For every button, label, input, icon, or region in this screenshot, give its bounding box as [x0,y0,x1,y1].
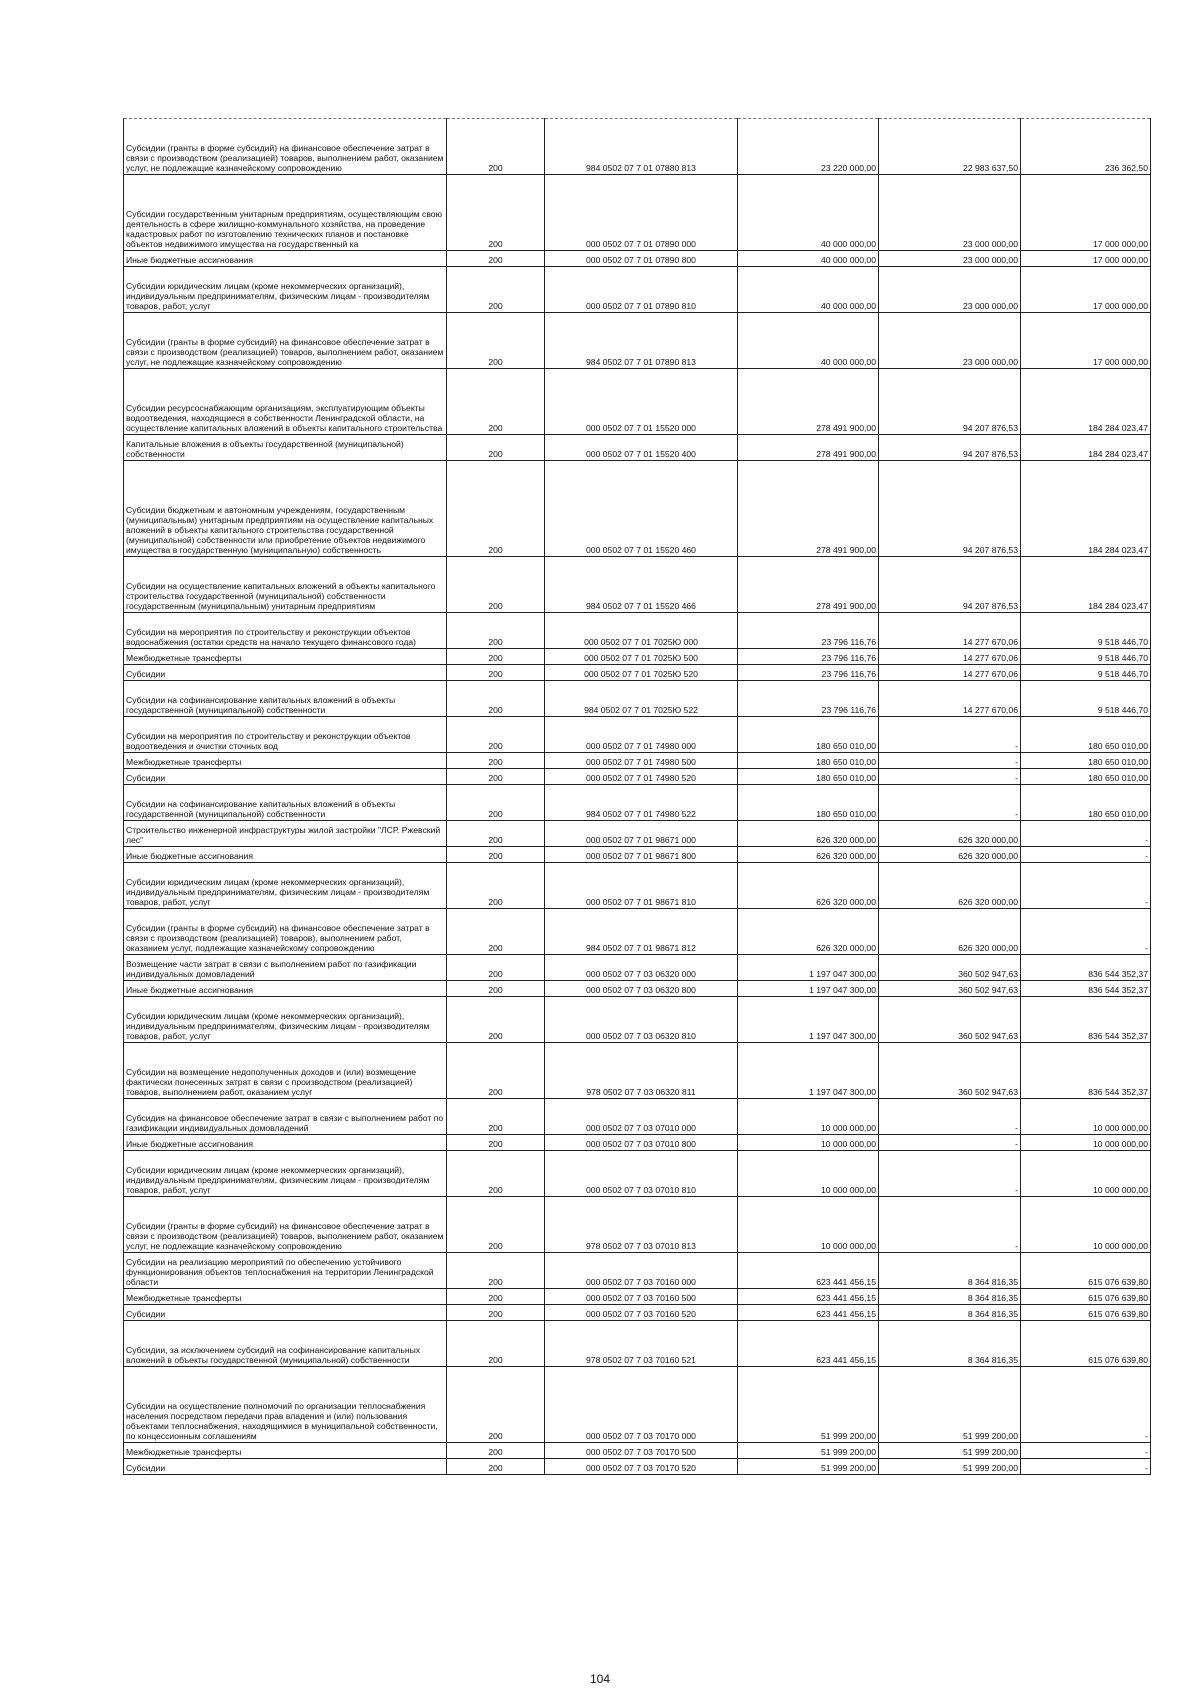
row-unexecuted-amount: 180 650 010,00 [1021,785,1151,821]
row-unexecuted-amount: 10 000 000,00 [1021,1151,1151,1197]
row-name: Субсидии на осуществление полномочий по организации теплоснабжения населения посредством передачи прав владения и (или) пользования объектами теплоснабжения, находящимися в муниципальной собственности, по концессионным соглашениям [124,1367,447,1443]
row-budget-classification: 000 0502 07 7 01 98671 800 [545,847,738,863]
row-name: Капитальные вложения в объекты государственной (муниципальной) собственности [124,435,447,461]
row-executed-amount: 94 207 876,53 [879,557,1021,613]
row-approved-amount: 626 320 000,00 [738,909,879,955]
row-budget-classification: 000 0502 07 7 01 15520 400 [545,435,738,461]
row-name: Субсидии государственным унитарным предприятиям, осуществляющим свою деятельность в сфере жилищно-коммунального хозяйства, на проведение кадастровых работ по изготовлению технических планов и постановке объектов недвижимого имущества на государственный ка [124,175,447,251]
row-unexecuted-amount: 836 544 352,37 [1021,981,1151,997]
row-executed-amount: 51 999 200,00 [879,1367,1021,1443]
row-name: Субсидии юридическим лицам (кроме некоммерческих организаций), индивидуальным предпринимателям, физическим лицам - производителям товаров, работ, услуг [124,267,447,313]
row-line-code: 200 [447,681,545,717]
row-line-code: 200 [447,649,545,665]
row-budget-classification: 000 0502 07 7 01 7025Ю 000 [545,613,738,649]
row-budget-classification: 984 0502 07 7 01 7025Ю 522 [545,681,738,717]
row-executed-amount: 360 502 947,63 [879,1043,1021,1099]
row-budget-classification: 000 0502 07 7 03 07010 810 [545,1151,738,1197]
row-name: Субсидии [124,1305,447,1321]
row-name: Строительство инженерной инфраструктуры жилой застройки "ЛСР. Ржевский лес" [124,821,447,847]
row-line-code: 200 [447,1321,545,1367]
row-unexecuted-amount: 17 000 000,00 [1021,313,1151,369]
row-executed-amount: - [879,769,1021,785]
row-executed-amount: 51 999 200,00 [879,1443,1021,1459]
row-line-code: 200 [447,863,545,909]
row-unexecuted-amount: 180 650 010,00 [1021,753,1151,769]
row-line-code: 200 [447,1151,545,1197]
row-unexecuted-amount: 180 650 010,00 [1021,769,1151,785]
row-name: Иные бюджетные ассигнования [124,1135,447,1151]
row-approved-amount: 1 197 047 300,00 [738,955,879,981]
row-line-code: 200 [447,1459,545,1475]
table-row [124,1253,1151,1289]
row-budget-classification: 000 0502 07 7 01 98671 810 [545,863,738,909]
row-unexecuted-amount: - [1021,1443,1151,1459]
table-row [124,909,1151,955]
row-unexecuted-amount: 180 650 010,00 [1021,717,1151,753]
row-approved-amount: 51 999 200,00 [738,1367,879,1443]
table-row [124,119,1151,175]
table-row [124,1459,1151,1475]
row-name: Субсидия на финансовое обеспечение затрат в связи с выполнением работ по газификации индивидуальных домовладений [124,1099,447,1135]
row-unexecuted-amount: 9 518 446,70 [1021,613,1151,649]
table-row [124,753,1151,769]
row-approved-amount: 278 491 900,00 [738,435,879,461]
table-row [124,175,1151,251]
budget-execution-table [123,118,1151,1475]
table-row [124,981,1151,997]
row-name: Субсидии [124,1459,447,1475]
row-unexecuted-amount: 17 000 000,00 [1021,175,1151,251]
row-unexecuted-amount: 10 000 000,00 [1021,1099,1151,1135]
row-line-code: 200 [447,557,545,613]
row-executed-amount: 94 207 876,53 [879,435,1021,461]
row-approved-amount: 23 220 000,00 [738,119,879,175]
row-executed-amount: - [879,1135,1021,1151]
table-row [124,251,1151,267]
row-approved-amount: 623 441 456,15 [738,1321,879,1367]
row-executed-amount: 626 320 000,00 [879,821,1021,847]
row-approved-amount: 51 999 200,00 [738,1443,879,1459]
row-unexecuted-amount: 9 518 446,70 [1021,665,1151,681]
row-name: Субсидии на осуществление капитальных вложений в объекты капитального строительства государственной (муниципальной) собственности государственным (муниципальным) унитарным предприятиям [124,557,447,613]
row-approved-amount: 51 999 200,00 [738,1459,879,1475]
row-budget-classification: 000 0502 07 7 03 70160 500 [545,1289,738,1305]
table-row [124,649,1151,665]
row-executed-amount: 626 320 000,00 [879,909,1021,955]
row-line-code: 200 [447,1197,545,1253]
row-unexecuted-amount: 615 076 639,80 [1021,1289,1151,1305]
row-approved-amount: 23 796 116,76 [738,613,879,649]
row-approved-amount: 1 197 047 300,00 [738,1043,879,1099]
row-approved-amount: 23 796 116,76 [738,665,879,681]
row-approved-amount: 626 320 000,00 [738,863,879,909]
table-row [124,557,1151,613]
table-row [124,769,1151,785]
row-executed-amount: 14 277 670,06 [879,613,1021,649]
row-line-code: 200 [447,267,545,313]
row-approved-amount: 278 491 900,00 [738,369,879,435]
row-approved-amount: 40 000 000,00 [738,313,879,369]
row-executed-amount: 94 207 876,53 [879,461,1021,557]
row-unexecuted-amount: - [1021,821,1151,847]
row-unexecuted-amount: 9 518 446,70 [1021,649,1151,665]
row-name: Субсидии на мероприятия по строительству и реконструкции объектов водоотведения и очистки сточных вод [124,717,447,753]
row-budget-classification: 000 0502 07 7 01 07890 800 [545,251,738,267]
row-line-code: 200 [447,119,545,175]
row-executed-amount: - [879,1099,1021,1135]
row-name: Межбюджетные трансферты [124,1289,447,1305]
row-name: Субсидии на софинансирование капитальных вложений в объекты государственной (муниципальной) собственности [124,681,447,717]
row-name: Межбюджетные трансферты [124,753,447,769]
row-line-code: 200 [447,785,545,821]
row-budget-classification: 000 0502 07 7 01 07890 810 [545,267,738,313]
row-budget-classification: 000 0502 07 7 01 07890 000 [545,175,738,251]
row-unexecuted-amount: 17 000 000,00 [1021,251,1151,267]
row-budget-classification: 000 0502 07 7 03 70170 000 [545,1367,738,1443]
row-line-code: 200 [447,313,545,369]
row-name: Субсидии (гранты в форме субсидий) на финансовое обеспечение затрат в связи с производством (реализацией) товаров), выполнением работ, оказанием услуг, подлежащие казначейскому сопровождению [124,909,447,955]
row-executed-amount: - [879,717,1021,753]
row-line-code: 200 [447,981,545,997]
table-row [124,821,1151,847]
row-approved-amount: 623 441 456,15 [738,1289,879,1305]
row-executed-amount: 8 364 816,35 [879,1305,1021,1321]
row-line-code: 200 [447,461,545,557]
table-body [124,119,1151,1475]
row-approved-amount: 278 491 900,00 [738,557,879,613]
table-row [124,863,1151,909]
table-row [124,1305,1151,1321]
row-executed-amount: - [879,1151,1021,1197]
row-budget-classification: 984 0502 07 7 01 74980 522 [545,785,738,821]
row-name: Субсидии (гранты в форме субсидий) на финансовое обеспечение затрат в связи с производством (реализацией) товаров, выполнением работ, оказанием услуг, не подлежащие казначейскому сопровождению [124,313,447,369]
row-approved-amount: 10 000 000,00 [738,1151,879,1197]
row-budget-classification: 000 0502 07 7 01 7025Ю 500 [545,649,738,665]
row-budget-classification: 978 0502 07 7 03 70160 521 [545,1321,738,1367]
row-budget-classification: 000 0502 07 7 01 15520 000 [545,369,738,435]
row-line-code: 200 [447,1305,545,1321]
row-approved-amount: 180 650 010,00 [738,769,879,785]
row-line-code: 200 [447,997,545,1043]
row-unexecuted-amount: - [1021,909,1151,955]
table-row [124,435,1151,461]
row-approved-amount: 10 000 000,00 [738,1197,879,1253]
row-name: Иные бюджетные ассигнования [124,847,447,863]
table-row [124,461,1151,557]
row-name: Субсидии, за исключением субсидий на софинансирование капитальных вложений в объекты государственной (муниципальной) собственности [124,1321,447,1367]
table-row [124,1099,1151,1135]
row-unexecuted-amount: 9 518 446,70 [1021,681,1151,717]
row-line-code: 200 [447,821,545,847]
row-budget-classification: 000 0502 07 7 03 06320 800 [545,981,738,997]
row-approved-amount: 278 491 900,00 [738,461,879,557]
table-row [124,613,1151,649]
row-approved-amount: 10 000 000,00 [738,1099,879,1135]
table-row [124,1367,1151,1443]
row-budget-classification: 000 0502 07 7 01 7025Ю 520 [545,665,738,681]
row-line-code: 200 [447,175,545,251]
row-executed-amount: 23 000 000,00 [879,175,1021,251]
row-name: Субсидии на мероприятия по строительству и реконструкции объектов водоснабжения (остатки средств на начало текущего финансового года) [124,613,447,649]
row-unexecuted-amount: 184 284 023,47 [1021,369,1151,435]
row-line-code: 200 [447,435,545,461]
row-executed-amount: - [879,785,1021,821]
row-budget-classification: 000 0502 07 7 03 06320 000 [545,955,738,981]
row-unexecuted-amount: - [1021,847,1151,863]
row-approved-amount: 40 000 000,00 [738,267,879,313]
row-line-code: 200 [447,1289,545,1305]
row-unexecuted-amount: 836 544 352,37 [1021,1043,1151,1099]
row-executed-amount: 8 364 816,35 [879,1289,1021,1305]
row-line-code: 200 [447,1043,545,1099]
row-name: Субсидии [124,665,447,681]
row-unexecuted-amount: 615 076 639,80 [1021,1305,1151,1321]
row-approved-amount: 10 000 000,00 [738,1135,879,1151]
row-executed-amount: 14 277 670,06 [879,665,1021,681]
row-unexecuted-amount: - [1021,863,1151,909]
row-executed-amount: 14 277 670,06 [879,681,1021,717]
row-line-code: 200 [447,753,545,769]
row-line-code: 200 [447,665,545,681]
row-budget-classification: 000 0502 07 7 03 06320 810 [545,997,738,1043]
row-budget-classification: 984 0502 07 7 01 07880 813 [545,119,738,175]
table-row [124,1197,1151,1253]
row-approved-amount: 623 441 456,15 [738,1305,879,1321]
row-budget-classification: 978 0502 07 7 03 07010 813 [545,1197,738,1253]
table-row [124,847,1151,863]
row-name: Субсидии (гранты в форме субсидий) на финансовое обеспечение затрат в связи с производством (реализацией) товаров, выполнением работ, оказанием услуг, не подлежащие казначейскому сопровождению [124,119,447,175]
table-row [124,955,1151,981]
row-unexecuted-amount: 615 076 639,80 [1021,1253,1151,1289]
row-budget-classification: 984 0502 07 7 01 98671 812 [545,909,738,955]
row-executed-amount: 22 983 637,50 [879,119,1021,175]
table-row [124,717,1151,753]
row-executed-amount: 14 277 670,06 [879,649,1021,665]
table-row [124,267,1151,313]
row-name: Межбюджетные трансферты [124,649,447,665]
table-row [124,1151,1151,1197]
row-executed-amount: 8 364 816,35 [879,1253,1021,1289]
row-unexecuted-amount: 836 544 352,37 [1021,955,1151,981]
row-approved-amount: 180 650 010,00 [738,753,879,769]
row-name: Субсидии на реализацию мероприятий по обеспечению устойчивого функционирования объектов теплоснабжения на территории Ленинградской области [124,1253,447,1289]
row-executed-amount: 23 000 000,00 [879,267,1021,313]
table-row [124,665,1151,681]
row-line-code: 200 [447,847,545,863]
table-row [124,1043,1151,1099]
row-name: Межбюджетные трансферты [124,1443,447,1459]
row-budget-classification: 984 0502 07 7 01 07890 813 [545,313,738,369]
row-unexecuted-amount: 236 362,50 [1021,119,1151,175]
row-name: Иные бюджетные ассигнования [124,251,447,267]
row-executed-amount: 626 320 000,00 [879,847,1021,863]
row-unexecuted-amount: 184 284 023,47 [1021,557,1151,613]
row-budget-classification: 000 0502 07 7 01 98671 000 [545,821,738,847]
row-executed-amount: 8 364 816,35 [879,1321,1021,1367]
row-approved-amount: 23 796 116,76 [738,681,879,717]
row-line-code: 200 [447,1099,545,1135]
row-line-code: 200 [447,1367,545,1443]
row-unexecuted-amount: 10 000 000,00 [1021,1135,1151,1151]
row-budget-classification: 000 0502 07 7 01 74980 000 [545,717,738,753]
row-unexecuted-amount: 10 000 000,00 [1021,1197,1151,1253]
row-name: Субсидии юридическим лицам (кроме некоммерческих организаций), индивидуальным предпринимателям, физическим лицам - производителям товаров, работ, услуг [124,997,447,1043]
row-name: Возмещение части затрат в связи с выполнением работ по газификации индивидуальных домовладений [124,955,447,981]
row-name: Иные бюджетные ассигнования [124,981,447,997]
table-row [124,1321,1151,1367]
row-line-code: 200 [447,1253,545,1289]
row-line-code: 200 [447,1135,545,1151]
row-executed-amount: 94 207 876,53 [879,369,1021,435]
row-name: Субсидии на возмещение недополученных доходов и (или) возмещение фактически понесенных затрат в связи с производством (реализацией) товаров, выполнением работ, оказанием услуг [124,1043,447,1099]
row-approved-amount: 1 197 047 300,00 [738,981,879,997]
row-approved-amount: 626 320 000,00 [738,847,879,863]
row-unexecuted-amount: 184 284 023,47 [1021,435,1151,461]
row-executed-amount: - [879,1197,1021,1253]
row-unexecuted-amount: 184 284 023,47 [1021,461,1151,557]
row-executed-amount: 23 000 000,00 [879,251,1021,267]
row-approved-amount: 1 197 047 300,00 [738,997,879,1043]
table-row [124,369,1151,435]
row-budget-classification: 000 0502 07 7 03 70170 500 [545,1443,738,1459]
row-budget-classification: 000 0502 07 7 03 07010 800 [545,1135,738,1151]
row-line-code: 200 [447,769,545,785]
row-approved-amount: 40 000 000,00 [738,251,879,267]
row-unexecuted-amount: 17 000 000,00 [1021,267,1151,313]
row-budget-classification: 978 0502 07 7 03 06320 811 [545,1043,738,1099]
row-line-code: 200 [447,909,545,955]
row-approved-amount: 40 000 000,00 [738,175,879,251]
row-budget-classification: 984 0502 07 7 01 15520 466 [545,557,738,613]
row-unexecuted-amount: 615 076 639,80 [1021,1321,1151,1367]
row-name: Субсидии юридическим лицам (кроме некоммерческих организаций), индивидуальным предпринимателям, физическим лицам - производителям товаров, работ, услуг [124,1151,447,1197]
row-name: Субсидии (гранты в форме субсидий) на финансовое обеспечение затрат в связи с производством (реализацией) товаров, выполнением работ, оказанием услуг, не подлежащие казначейскому сопровождению [124,1197,447,1253]
row-executed-amount: 626 320 000,00 [879,863,1021,909]
row-name: Субсидии бюджетным и автономным учреждениям, государственным (муниципальным) унитарным предприятиям на осуществление капитальных вложений в объекты капитального строительства государственной (муниципальной) собственности или приобретение объектов недвижимого имущества в государственную (муниципальную) собственность [124,461,447,557]
row-line-code: 200 [447,613,545,649]
table-row [124,785,1151,821]
row-executed-amount: 360 502 947,63 [879,997,1021,1043]
row-budget-classification: 000 0502 07 7 01 74980 520 [545,769,738,785]
row-unexecuted-amount: - [1021,1459,1151,1475]
row-name: Субсидии юридическим лицам (кроме некоммерческих организаций), индивидуальным предпринимателям, физическим лицам - производителям товаров, работ, услуг [124,863,447,909]
row-name: Субсидии ресурсоснабжающим организациям, эксплуатирующим объекты водоотведения, находящиеся в собственности Ленинградской области, на осуществление капитальных вложений в объекты капитального строительства [124,369,447,435]
row-line-code: 200 [447,717,545,753]
row-approved-amount: 180 650 010,00 [738,785,879,821]
row-executed-amount: - [879,753,1021,769]
row-executed-amount: 360 502 947,63 [879,981,1021,997]
row-line-code: 200 [447,1443,545,1459]
table-row [124,1443,1151,1459]
row-line-code: 200 [447,955,545,981]
row-unexecuted-amount: - [1021,1367,1151,1443]
table-row [124,997,1151,1043]
row-executed-amount: 51 999 200,00 [879,1459,1021,1475]
row-budget-classification: 000 0502 07 7 03 70160 000 [545,1253,738,1289]
row-approved-amount: 623 441 456,15 [738,1253,879,1289]
row-executed-amount: 23 000 000,00 [879,313,1021,369]
row-approved-amount: 626 320 000,00 [738,821,879,847]
row-unexecuted-amount: 836 544 352,37 [1021,997,1151,1043]
row-approved-amount: 23 796 116,76 [738,649,879,665]
row-name: Субсидии [124,769,447,785]
row-budget-classification: 000 0502 07 7 01 15520 460 [545,461,738,557]
row-budget-classification: 000 0502 07 7 03 70170 520 [545,1459,738,1475]
row-line-code: 200 [447,251,545,267]
table-row [124,313,1151,369]
row-line-code: 200 [447,369,545,435]
table-row [124,1135,1151,1151]
report-sheet [123,118,1150,1475]
row-budget-classification: 000 0502 07 7 03 07010 000 [545,1099,738,1135]
page-number: 104 [589,1672,611,1686]
table-row [124,1289,1151,1305]
table-row [124,681,1151,717]
row-budget-classification: 000 0502 07 7 01 74980 500 [545,753,738,769]
row-executed-amount: 360 502 947,63 [879,955,1021,981]
row-name: Субсидии на софинансирование капитальных вложений в объекты государственной (муниципальной) собственности [124,785,447,821]
row-approved-amount: 180 650 010,00 [738,717,879,753]
row-budget-classification: 000 0502 07 7 03 70160 520 [545,1305,738,1321]
